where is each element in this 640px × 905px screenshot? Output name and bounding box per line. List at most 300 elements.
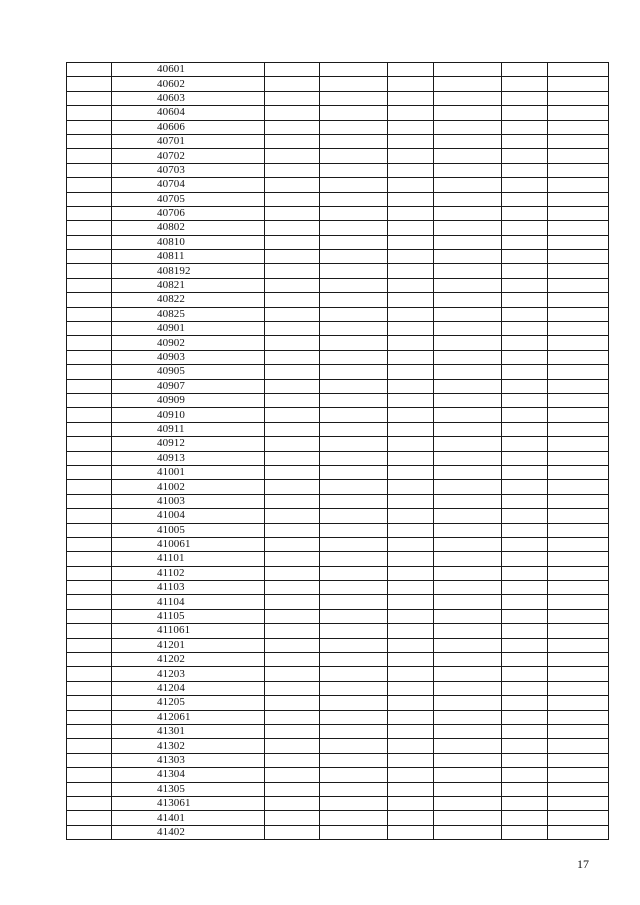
table-cell-empty [265,178,320,192]
account-code-cell: 40903 [112,350,265,364]
table-cell-empty [548,365,609,379]
table-cell-empty [265,77,320,91]
table-cell-empty [434,537,502,551]
table-cell-empty [434,120,502,134]
table-cell-empty [265,509,320,523]
table-cell-empty [502,336,548,350]
table-cell-empty [320,509,388,523]
table-cell-empty [388,77,434,91]
table-cell-empty [502,566,548,580]
table-cell-empty [502,437,548,451]
account-code-cell: 41205 [112,696,265,710]
table-cell-empty [548,696,609,710]
table-row [67,235,609,249]
table-cell-empty [388,422,434,436]
account-code-cell: 40702 [112,149,265,163]
table-row [67,681,609,695]
table-cell-empty [434,696,502,710]
table-cell-empty [548,451,609,465]
table-row [67,192,609,206]
table-row [67,422,609,436]
table-cell-empty [320,149,388,163]
table-cell-empty [434,480,502,494]
table-cell-empty [67,552,112,566]
table-cell-empty [265,782,320,796]
table-cell-empty [388,710,434,724]
table-cell-empty [388,494,434,508]
table-cell-empty [67,739,112,753]
table-cell-empty [434,782,502,796]
table-cell-empty [434,350,502,364]
table-cell-empty [502,624,548,638]
table-row [67,811,609,825]
table-cell-empty [502,638,548,652]
table-cell-empty [434,393,502,407]
table-cell-empty [548,523,609,537]
table-cell-empty [67,365,112,379]
account-code-cell: 40907 [112,379,265,393]
table-cell-empty [434,509,502,523]
account-code-cell: 41201 [112,638,265,652]
table-cell-empty [434,163,502,177]
table-cell-empty [388,696,434,710]
table-cell-empty [548,509,609,523]
table-cell-empty [320,307,388,321]
table-cell-empty [67,106,112,120]
table-cell-empty [434,149,502,163]
table-cell-empty [548,293,609,307]
table-cell-empty [548,739,609,753]
table-cell-empty [320,278,388,292]
table-cell-empty [434,638,502,652]
table-cell-empty [67,451,112,465]
table-cell-empty [67,322,112,336]
table-cell-empty [388,264,434,278]
table-row [67,825,609,839]
table-cell-empty [502,782,548,796]
table-cell-empty [434,811,502,825]
table-cell-empty [388,753,434,767]
table-cell-empty [548,811,609,825]
table-row [67,178,609,192]
table-cell-empty [388,552,434,566]
table-cell-empty [434,278,502,292]
table-cell-empty [434,63,502,77]
table-cell-empty [67,681,112,695]
account-code-cell: 413061 [112,796,265,810]
table-cell-empty [320,638,388,652]
table-cell-empty [548,178,609,192]
table-cell-empty [502,724,548,738]
table-cell-empty [434,739,502,753]
table-cell-empty [502,278,548,292]
table-cell-empty [502,811,548,825]
table-cell-empty [320,825,388,839]
table-row [67,408,609,422]
table-cell-empty [434,106,502,120]
table-cell-empty [320,480,388,494]
table-row [67,581,609,595]
table-cell-empty [265,811,320,825]
table-cell-empty [388,192,434,206]
table-cell-empty [388,451,434,465]
table-cell-empty [548,408,609,422]
table-cell-empty [434,825,502,839]
table-cell-empty [320,77,388,91]
table-cell-empty [320,379,388,393]
table-cell-empty [320,106,388,120]
table-cell-empty [265,710,320,724]
table-cell-empty [548,322,609,336]
table-row [67,106,609,120]
account-code-cell: 40811 [112,250,265,264]
table-cell-empty [67,724,112,738]
table-cell-empty [265,307,320,321]
table-cell-empty [548,336,609,350]
table-cell-empty [434,293,502,307]
table-cell-empty [548,753,609,767]
table-cell-empty [548,134,609,148]
table-cell-empty [434,365,502,379]
table-row [67,350,609,364]
table-cell-empty [434,465,502,479]
table-cell-empty [502,163,548,177]
table-cell-empty [388,120,434,134]
table-cell-empty [265,624,320,638]
table-cell-empty [265,336,320,350]
table-cell-empty [67,494,112,508]
table-cell-empty [388,825,434,839]
table-cell-empty [67,350,112,364]
table-cell-empty [265,523,320,537]
table-cell-empty [320,336,388,350]
table-cell-empty [67,624,112,638]
table-cell-empty [548,768,609,782]
table-cell-empty [320,250,388,264]
table-cell-empty [320,293,388,307]
table-cell-empty [434,566,502,580]
table-cell-empty [67,379,112,393]
table-cell-empty [434,523,502,537]
table-cell-empty [320,206,388,220]
table-cell-empty [434,192,502,206]
table-cell-empty [388,796,434,810]
table-cell-empty [67,149,112,163]
table-cell-empty [548,595,609,609]
table-cell-empty [434,494,502,508]
table-cell-empty [265,134,320,148]
table-cell-empty [548,250,609,264]
table-row [67,696,609,710]
account-code-cell: 40910 [112,408,265,422]
table-cell-empty [434,724,502,738]
table-row [67,782,609,796]
table-cell-empty [434,653,502,667]
table-cell-empty [434,753,502,767]
table-cell-empty [388,681,434,695]
table-cell-empty [320,322,388,336]
table-cell-empty [265,365,320,379]
table-cell-empty [320,63,388,77]
table-cell-empty [265,552,320,566]
table-cell-empty [320,768,388,782]
table-cell-empty [434,624,502,638]
account-code-cell: 40810 [112,235,265,249]
account-code-cell: 40911 [112,422,265,436]
table-cell-empty [67,782,112,796]
table-cell-empty [265,681,320,695]
account-code-cell: 40902 [112,336,265,350]
table-cell-empty [548,77,609,91]
table-row [67,509,609,523]
table-cell-empty [502,91,548,105]
table-cell-empty [265,91,320,105]
table-cell-empty [67,163,112,177]
table-cell-empty [548,163,609,177]
table-row [67,149,609,163]
table-cell-empty [265,149,320,163]
table-cell-empty [502,350,548,364]
table-row [67,667,609,681]
table-cell-empty [502,106,548,120]
account-code-cell: 40912 [112,437,265,451]
table-row [67,653,609,667]
table-cell-empty [265,206,320,220]
table-cell-empty [502,753,548,767]
table-cell-empty [388,624,434,638]
table-row [67,221,609,235]
table-cell-empty [434,264,502,278]
table-cell-empty [434,408,502,422]
table-cell-empty [388,724,434,738]
table-cell-empty [502,768,548,782]
table-row [67,293,609,307]
table-cell-empty [320,264,388,278]
table-cell-empty [320,235,388,249]
table-cell-empty [265,63,320,77]
table-cell-empty [388,566,434,580]
table-cell-empty [388,293,434,307]
account-code-cell: 41302 [112,739,265,753]
table-cell-empty [67,811,112,825]
account-code-cell: 40909 [112,393,265,407]
table-row [67,595,609,609]
table-cell-empty [548,422,609,436]
table-cell-empty [320,552,388,566]
table-row [67,437,609,451]
table-cell-empty [502,149,548,163]
table-cell-empty [548,307,609,321]
table-cell-empty [67,609,112,623]
table-cell-empty [265,566,320,580]
table-cell-empty [67,336,112,350]
table-cell-empty [434,235,502,249]
table-row [67,451,609,465]
table-cell-empty [548,192,609,206]
table-row [67,609,609,623]
table-cell-empty [548,465,609,479]
table-cell-empty [320,595,388,609]
table-cell-empty [265,120,320,134]
table-cell-empty [67,667,112,681]
table-cell-empty [320,451,388,465]
table-cell-empty [434,307,502,321]
table-cell-empty [265,408,320,422]
table-cell-empty [548,724,609,738]
table-cell-empty [548,149,609,163]
table-cell-empty [67,653,112,667]
table-cell-empty [388,206,434,220]
table-row [67,379,609,393]
table-row [67,494,609,508]
table-cell-empty [434,336,502,350]
table-cell-empty [67,293,112,307]
table-row [67,120,609,134]
table-row [67,250,609,264]
account-code-cell: 41103 [112,581,265,595]
table-cell-empty [320,350,388,364]
table-row [67,480,609,494]
table-cell-empty [548,350,609,364]
table-cell-empty [548,796,609,810]
account-code-cell: 40703 [112,163,265,177]
table-cell-empty [434,681,502,695]
table-cell-empty [67,264,112,278]
table-cell-empty [67,566,112,580]
table-cell-empty [67,393,112,407]
table-cell-empty [320,192,388,206]
table-cell-empty [67,537,112,551]
table-cell-empty [388,235,434,249]
table-row [67,322,609,336]
table-cell-empty [548,235,609,249]
table-cell-empty [67,120,112,134]
table-row [67,768,609,782]
table-cell-empty [67,134,112,148]
account-code-cell: 41104 [112,595,265,609]
table-cell-empty [67,408,112,422]
table-cell-empty [548,566,609,580]
table-cell-empty [388,250,434,264]
table-cell-empty [265,638,320,652]
table-cell-empty [320,724,388,738]
table-cell-empty [434,91,502,105]
table-cell-empty [434,250,502,264]
table-cell-empty [548,480,609,494]
table-cell-empty [67,178,112,192]
table-cell-empty [67,581,112,595]
table-cell-empty [67,509,112,523]
table-cell-empty [502,250,548,264]
account-code-cell: 41004 [112,509,265,523]
table-cell-empty [502,393,548,407]
table-cell-empty [265,753,320,767]
table-cell-empty [434,552,502,566]
table-cell-empty [320,365,388,379]
table-cell-empty [265,393,320,407]
table-row [67,91,609,105]
table-cell-empty [320,696,388,710]
account-code-cell: 41202 [112,653,265,667]
table-cell-empty [502,451,548,465]
table-cell-empty [388,465,434,479]
table-cell-empty [548,624,609,638]
table-cell-empty [434,379,502,393]
table-cell-empty [388,653,434,667]
table-cell-empty [265,278,320,292]
table-row [67,724,609,738]
account-code-cell: 412061 [112,710,265,724]
table-cell-empty [67,825,112,839]
table-cell-empty [502,609,548,623]
table-cell-empty [502,192,548,206]
table-cell-empty [502,667,548,681]
table-cell-empty [265,437,320,451]
table-cell-empty [548,638,609,652]
table-cell-empty [320,120,388,134]
table-cell-empty [320,408,388,422]
table-cell-empty [265,494,320,508]
table-cell-empty [67,437,112,451]
table-cell-empty [265,581,320,595]
table-cell-empty [320,681,388,695]
table-cell-empty [320,653,388,667]
table-cell-empty [320,796,388,810]
table-cell-empty [67,768,112,782]
table-cell-empty [434,768,502,782]
table-cell-empty [388,336,434,350]
table-cell-empty [320,581,388,595]
account-code-cell: 41005 [112,523,265,537]
table-cell-empty [388,106,434,120]
account-code-cell: 40601 [112,63,265,77]
table-cell-empty [265,796,320,810]
table-cell-empty [502,696,548,710]
table-row [67,163,609,177]
table-cell-empty [320,811,388,825]
table-cell-empty [388,307,434,321]
table-cell-empty [434,422,502,436]
table-cell-empty [388,811,434,825]
account-code-cell: 40602 [112,77,265,91]
table-cell-empty [67,206,112,220]
table-cell-empty [502,77,548,91]
table-cell-empty [434,581,502,595]
table-cell-empty [434,595,502,609]
page-number: 17 [577,857,589,871]
table-cell-empty [548,106,609,120]
table-cell-empty [67,221,112,235]
account-code-cell: 408192 [112,264,265,278]
table-row [67,134,609,148]
table-cell-empty [265,768,320,782]
account-code-cell: 40603 [112,91,265,105]
table-cell-empty [548,278,609,292]
account-code-table [66,62,609,840]
table-cell-empty [67,465,112,479]
table-cell-empty [67,710,112,724]
table-cell-empty [320,537,388,551]
table-cell-empty [548,63,609,77]
account-code-cell: 40825 [112,307,265,321]
account-code-cell: 40901 [112,322,265,336]
table-cell-empty [434,710,502,724]
table-cell-empty [265,667,320,681]
table-row [67,63,609,77]
table-cell-empty [265,106,320,120]
account-code-cell: 40705 [112,192,265,206]
table-cell-empty [502,120,548,134]
